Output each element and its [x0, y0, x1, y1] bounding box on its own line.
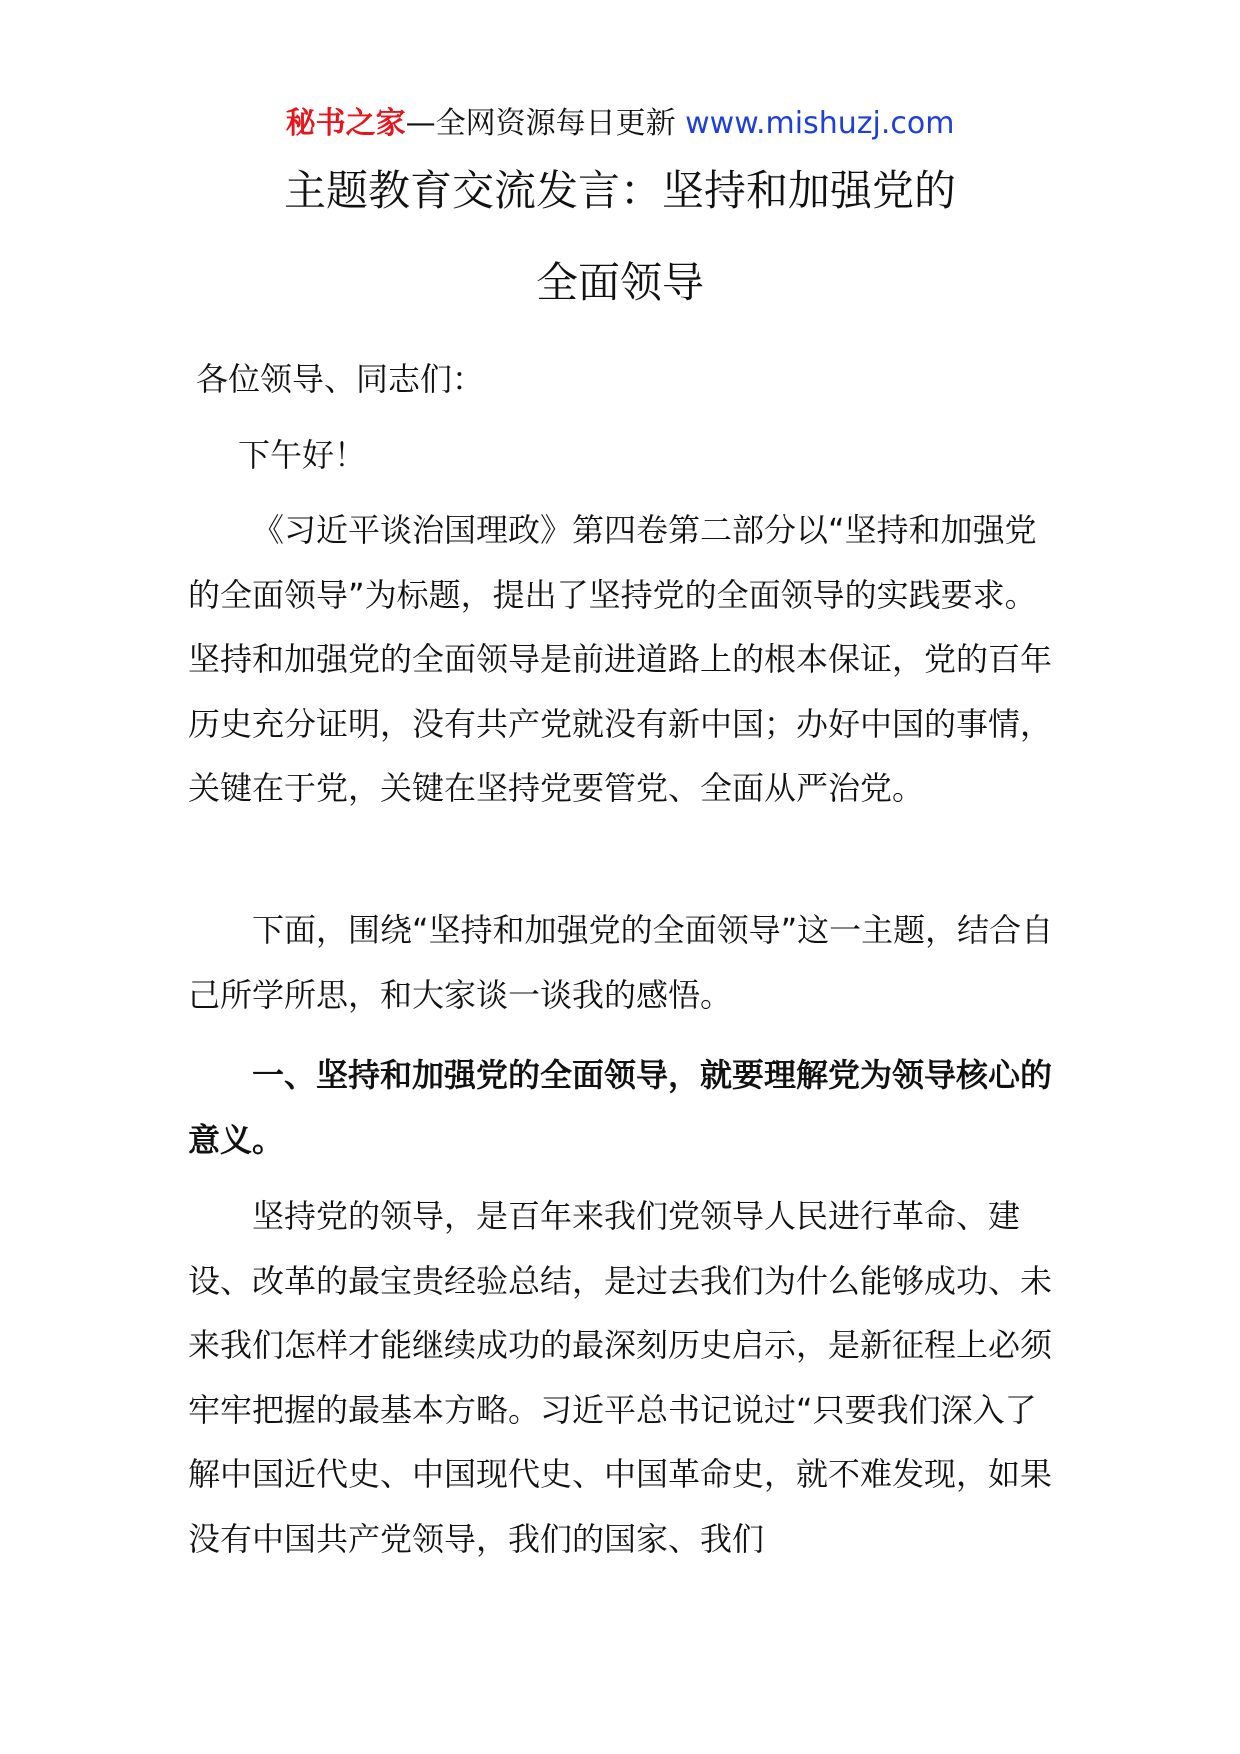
salutation: 各位领导、同志们： — [196, 360, 485, 398]
site-url-link[interactable]: www.mishuzj.com — [685, 106, 955, 141]
brand-name: 秘书之家 — [285, 106, 406, 141]
header-slogan: —全网资源每日更新 — [405, 106, 676, 141]
site-header — [0, 100, 1240, 148]
section-heading-1: 一、坚持和加强党的全面领导，就要理解党为领导核心的意义。 — [188, 1056, 1053, 1159]
document-title-line-1: 主题教育交流发言：坚持和加强党的 — [283, 166, 956, 215]
paragraph-transition: 下面，围绕“坚持和加强党的全面领导”这一主题，结合自己所学所思，和大家谈一谈我的感悟。 — [188, 911, 1054, 1014]
paragraph-intro: 《习近平谈治国理政》第四卷第二部分以“坚持和加强党的全面领导”为标题，提出了坚持党的全面领导的实践要求。坚持和加强党的全面领导是前进道路上的根本保证，党的百年历史充分证明，没有共产党就没有新中国；办好中国的事情，关键在于党，关键在坚持党要管党、全面从严治党。 — [188, 511, 1053, 807]
greeting: 下午好！ — [238, 436, 367, 474]
document-title-line-2: 全面领导 — [535, 258, 704, 307]
paragraph-section-1: 坚持党的领导，是百年来我们党领导人民进行革命、建设、改革的最宝贵经验总结，是过去我们为什么能够成功、未来我们怎样才能继续成功的最深刻历史启示，是新征程上必须牢牢把握的最基本方略。习近平总书记说过“只要我们深入了解中国近代史、中国现代史、中国革命史，就不难发现，如果没有中国共产党领导，我们的国家、我们 — [188, 1197, 1053, 1558]
